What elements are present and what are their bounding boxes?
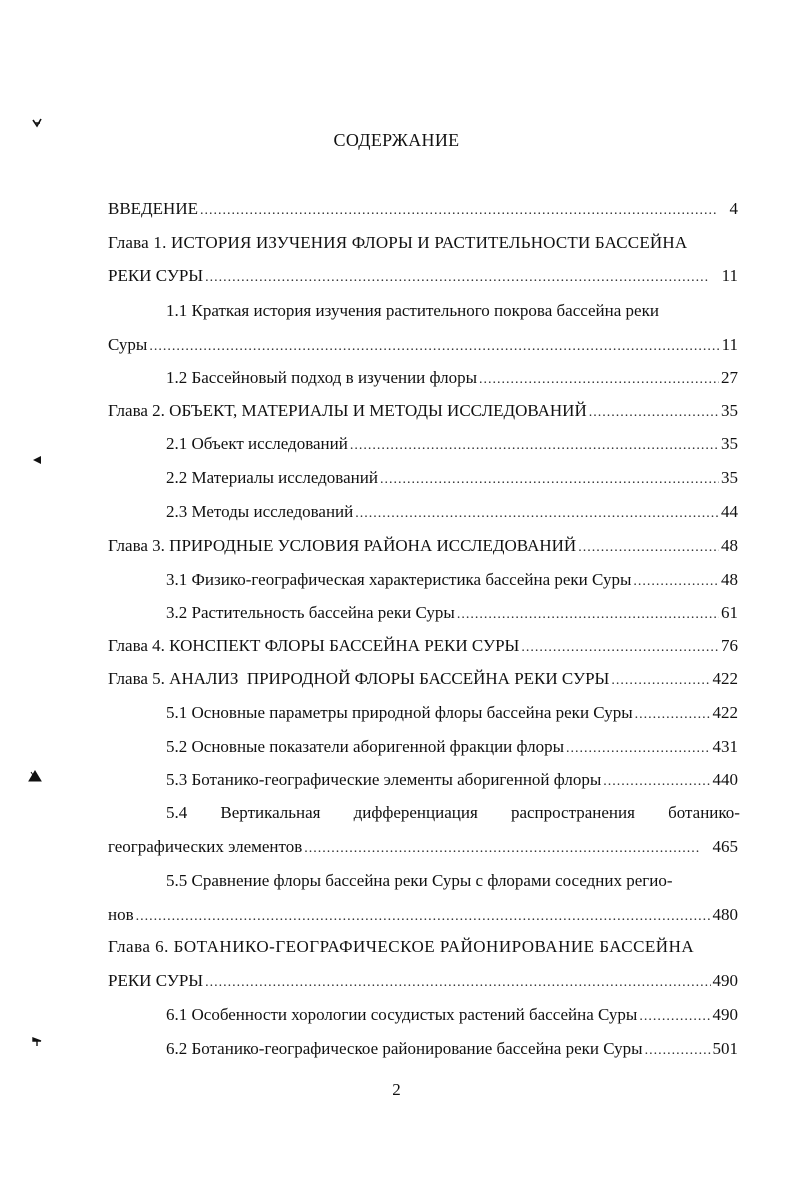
- toc-entry-page: 422: [712, 703, 738, 722]
- toc-entry-page: 11: [721, 266, 738, 285]
- toc-entry-page: 35: [721, 468, 738, 487]
- dot-leader: [589, 402, 719, 424]
- toc-entry-text: 2.3 Методы исследований: [166, 502, 354, 521]
- scan-mark-icon: [32, 118, 42, 128]
- toc-entry-ch6-line2[interactable]: [108, 970, 738, 992]
- page-number: 2: [392, 1080, 401, 1099]
- dot-leader: [200, 200, 718, 222]
- scan-mark-icon: [32, 455, 42, 465]
- dot-leader: [578, 537, 719, 559]
- toc-entry-page: 35: [721, 401, 738, 420]
- dot-leader: [149, 336, 719, 358]
- dot-leader: [611, 670, 710, 692]
- dot-leader: [639, 1006, 710, 1028]
- toc-entry-s1-1-line2[interactable]: [108, 334, 738, 356]
- toc-entry-text: Глава 2. ОБЪЕКТ, МАТЕРИАЛЫ И МЕТОДЫ ИССЛЕДОВАНИЙ: [108, 401, 587, 420]
- toc-entry-text: 1.2 Бассейновый подход в изучении флоры: [166, 368, 478, 387]
- toc-entry-s5-4-line1[interactable]: [166, 802, 740, 824]
- toc-entry-s1-1-line1[interactable]: 1.1 Краткая история изучения растительного покрова бассейна реки: [166, 301, 659, 320]
- toc-entry-page: 480: [712, 905, 738, 924]
- toc-entry-page: 48: [721, 570, 738, 589]
- toc-entry-s6-1[interactable]: [166, 1004, 738, 1026]
- toc-entry-ch3[interactable]: [108, 535, 738, 557]
- toc-entry-s5-5-line1[interactable]: 5.5 Сравнение флоры бассейна реки Суры с флорами соседних регио-: [166, 871, 673, 890]
- toc-entry-ch5[interactable]: [108, 668, 738, 690]
- scan-mark-icon: [28, 770, 42, 782]
- toc-entry-page: 465: [712, 837, 738, 856]
- dot-leader: [635, 704, 711, 726]
- toc-entry-text: Суры: [108, 335, 148, 354]
- toc-entry-s3-1[interactable]: [166, 569, 738, 591]
- dot-leader: [566, 738, 710, 760]
- toc-entry-s5-4-line2[interactable]: [108, 836, 738, 858]
- toc-entry-ch1-line1[interactable]: [108, 232, 740, 254]
- dot-leader: [645, 1040, 711, 1062]
- toc-entry-page: 422: [712, 669, 738, 688]
- toc-entry-text: 3.2 Растительность бассейна реки Суры: [166, 603, 455, 622]
- toc-entry-page: 48: [721, 536, 738, 555]
- toc-entry-text: 5.3 Ботанико-географические элементы аборигенной флоры: [166, 770, 602, 789]
- toc-entry-page: 76: [721, 636, 738, 655]
- toc-word: распространения: [510, 803, 635, 822]
- dot-leader: [521, 637, 719, 659]
- toc-entry-s2-3[interactable]: [166, 501, 738, 523]
- toc-entry-text: РЕКИ СУРЫ: [108, 971, 204, 990]
- toc-entry-text: Глава 5. АНАЛИЗ ПРИРОДНОЙ ФЛОРЫ БАССЕЙНА РЕКИ СУРЫ: [108, 669, 610, 688]
- toc-entry-page: 27: [721, 368, 738, 387]
- toc-entry-s5-1[interactable]: [166, 702, 738, 724]
- toc-entry-text: Глава 6. БОТАНИКО-ГЕОГРАФИЧЕСКОЕ РАЙОНИРОВАНИЕ БАССЕЙНА: [108, 937, 695, 956]
- toc-entry-intro[interactable]: [108, 198, 738, 220]
- toc-entry-text: 5.2 Основные показатели аборигенной фракции флоры: [166, 737, 565, 756]
- toc-entry-page: 61: [721, 603, 738, 622]
- toc-entry-page: 35: [721, 434, 738, 453]
- toc-entry-text: Глава 3. ПРИРОДНЫЕ УСЛОВИЯ РАЙОНА ИССЛЕДОВАНИЙ: [108, 536, 577, 555]
- toc-word: Вертикальная: [220, 803, 321, 822]
- toc-entry-page: 44: [721, 502, 738, 521]
- toc-entry-text: географических элементов: [108, 837, 303, 856]
- toc-entry-s5-5-line2[interactable]: [108, 904, 738, 926]
- toc-entry-text: РЕКИ СУРЫ: [108, 266, 204, 285]
- toc-entry-page: 490: [712, 1005, 738, 1024]
- toc-entry-s6-2[interactable]: [166, 1038, 738, 1060]
- toc-entry-text: Глава 1. ИСТОРИЯ ИЗУЧЕНИЯ ФЛОРЫ И РАСТИТЕЛЬНОСТИ БАССЕЙНА: [108, 233, 688, 252]
- toc-entry-page: 431: [712, 737, 738, 756]
- toc-entry-text: нов: [108, 905, 134, 924]
- dot-leader: [350, 435, 719, 457]
- toc-entry-text: Глава 4. КОНСПЕКТ ФЛОРЫ БАССЕЙНА РЕКИ СУРЫ: [108, 636, 520, 655]
- dot-leader: [479, 369, 719, 391]
- dot-leader: [136, 906, 711, 928]
- dot-leader: [603, 771, 710, 793]
- toc-entry-text: 6.2 Ботанико-географическое районирование бассейна реки Суры: [166, 1039, 643, 1058]
- toc-entry-page: 11: [721, 335, 738, 354]
- toc-entry-s1-2[interactable]: [166, 367, 738, 389]
- toc-entry-s3-2[interactable]: [166, 602, 738, 624]
- toc-entry-text: ВВЕДЕНИЕ: [108, 199, 198, 218]
- toc-word: дифференциация: [353, 803, 478, 822]
- toc-entry-text: 2.1 Объект исследований: [166, 434, 348, 453]
- scan-mark-icon: [32, 1036, 42, 1046]
- toc-word: ботанико-: [668, 803, 740, 822]
- toc-entry-page: 501: [712, 1039, 738, 1058]
- toc-entry-text: 2.2 Материалы исследований: [166, 468, 378, 487]
- toc-entry-ch1-line2[interactable]: [108, 265, 738, 287]
- toc-entry-ch4[interactable]: [108, 635, 738, 657]
- toc-entry-s2-2[interactable]: [166, 467, 738, 489]
- dot-leader: [205, 267, 709, 289]
- toc-entry-ch2[interactable]: [108, 400, 738, 422]
- dot-leader: [380, 469, 719, 491]
- toc-entry-text: 6.1 Особенности хорологии сосудистых растений бассейна Суры: [166, 1005, 638, 1024]
- dot-leader: [304, 838, 700, 860]
- dot-leader: [633, 571, 719, 593]
- toc-word: 5.4: [166, 803, 188, 822]
- toc-entry-s5-3[interactable]: [166, 769, 738, 791]
- toc-entry-text: 5.1 Основные параметры природной флоры бассейна реки Суры: [166, 703, 633, 722]
- toc-entry-s2-1[interactable]: [166, 433, 738, 455]
- toc-entry-page: 4: [729, 199, 738, 218]
- page-title: СОДЕРЖАНИЕ: [333, 130, 460, 150]
- dot-leader: [457, 604, 719, 626]
- dot-leader: [205, 972, 710, 994]
- toc-entry-ch6-line1[interactable]: [108, 936, 740, 958]
- dot-leader: [355, 503, 719, 525]
- toc-entry-text: 3.1 Физико-географическая характеристика бассейна реки Суры: [166, 570, 632, 589]
- toc-entry-s5-2[interactable]: [166, 736, 738, 758]
- toc-entry-page: 440: [712, 770, 738, 789]
- toc-entry-page: 490: [712, 971, 738, 990]
